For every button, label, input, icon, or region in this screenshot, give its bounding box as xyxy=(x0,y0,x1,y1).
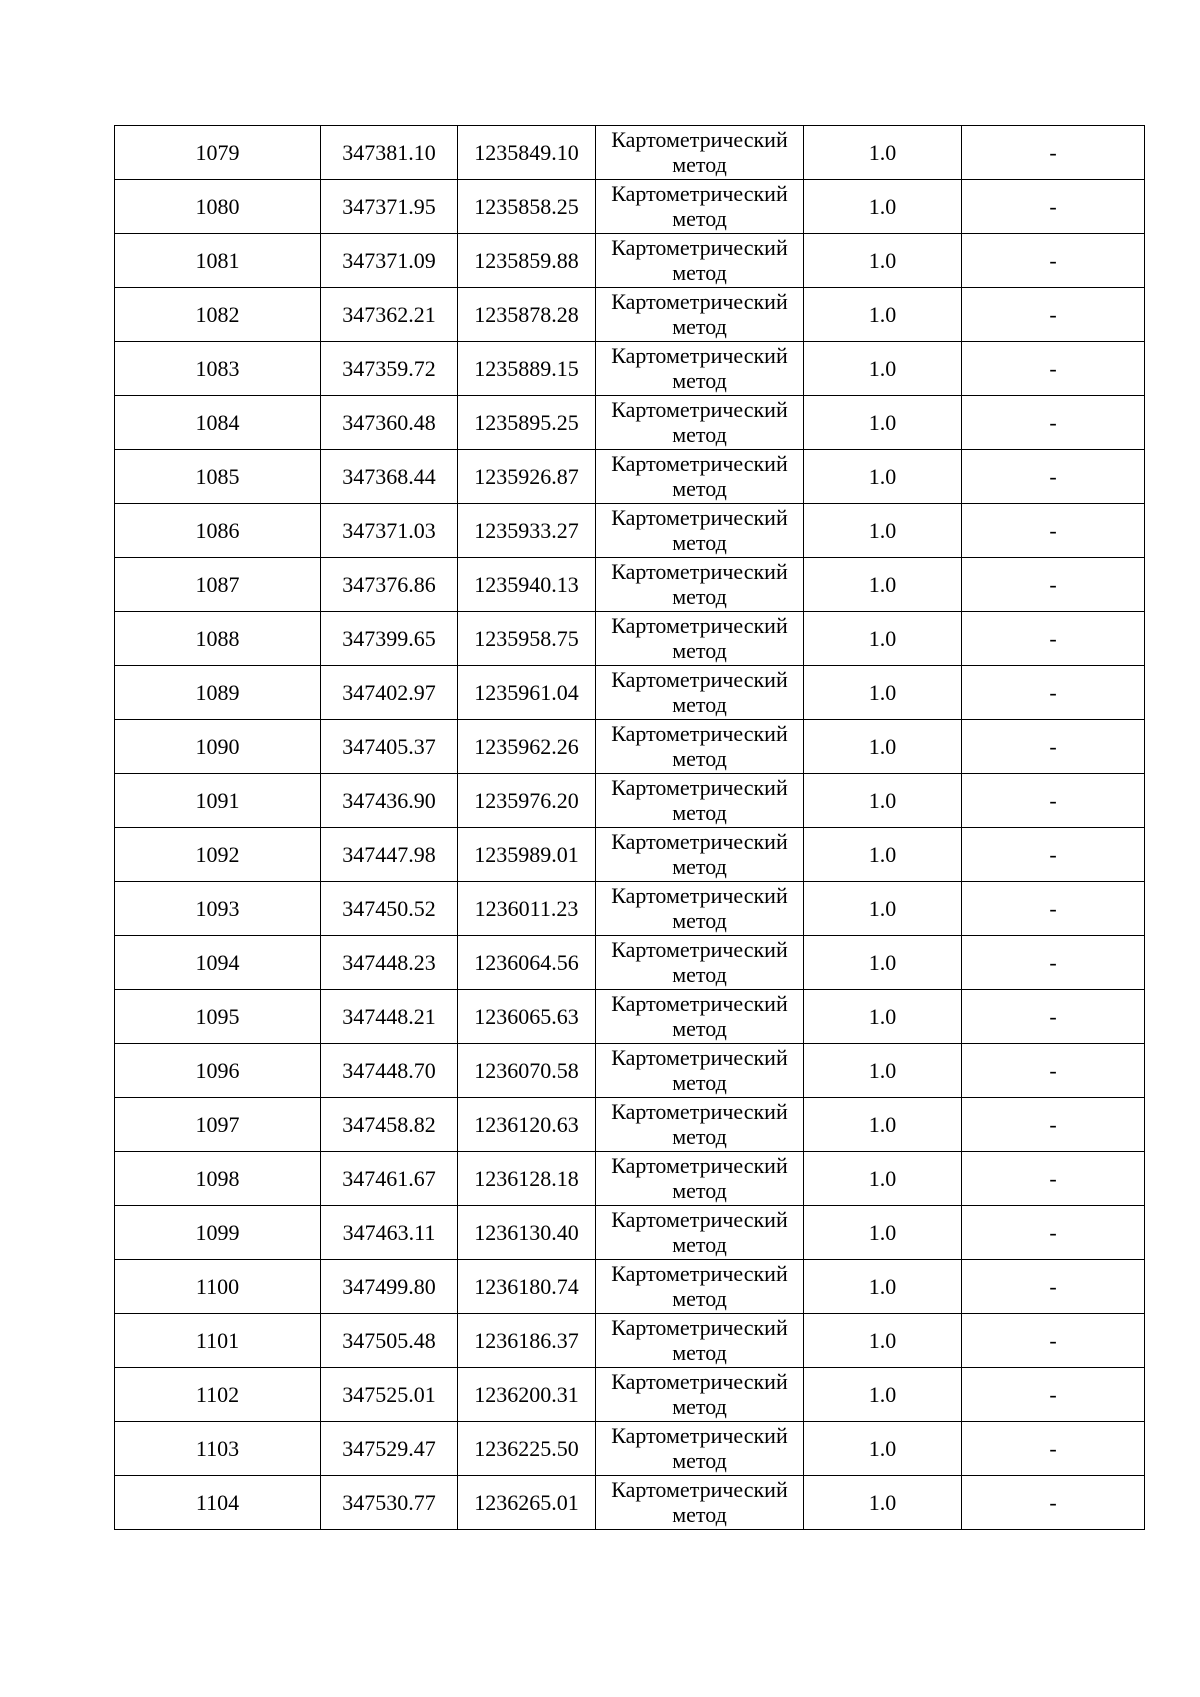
table-row xyxy=(115,828,1145,882)
accuracy-cell: 1.0 xyxy=(804,828,962,882)
method-cell xyxy=(596,180,804,234)
x-coordinate-cell: 347448.23 xyxy=(321,936,458,990)
y-coordinate-cell: 1236180.74 xyxy=(458,1260,596,1314)
x-coordinate-cell: 347376.86 xyxy=(321,558,458,612)
method-line-2: метод xyxy=(672,314,727,339)
note-cell: - xyxy=(962,126,1145,180)
table-row xyxy=(115,1260,1145,1314)
note-cell: - xyxy=(962,612,1145,666)
table-row xyxy=(115,234,1145,288)
x-coordinate-cell: 347399.65 xyxy=(321,612,458,666)
table-row xyxy=(115,288,1145,342)
method-cell xyxy=(596,1314,804,1368)
x-coordinate-cell: 347505.48 xyxy=(321,1314,458,1368)
method-cell xyxy=(596,990,804,1044)
method-line-1: Картометрический xyxy=(611,883,788,908)
method-line-2: метод xyxy=(672,1394,727,1419)
table-row xyxy=(115,1098,1145,1152)
accuracy-cell: 1.0 xyxy=(804,558,962,612)
method-line-1: Картометрический xyxy=(611,1477,788,1502)
method-line-1: Картометрический xyxy=(611,1315,788,1340)
method-cell xyxy=(596,342,804,396)
table-row xyxy=(115,1044,1145,1098)
method-cell xyxy=(596,126,804,180)
y-coordinate-cell: 1235940.13 xyxy=(458,558,596,612)
y-coordinate-cell: 1236064.56 xyxy=(458,936,596,990)
point-number-cell: 1092 xyxy=(115,828,321,882)
method-line-1: Картометрический xyxy=(611,397,788,422)
table-row xyxy=(115,504,1145,558)
x-coordinate-cell: 347402.97 xyxy=(321,666,458,720)
method-line-1: Картометрический xyxy=(611,181,788,206)
point-number-cell: 1103 xyxy=(115,1422,321,1476)
point-number-cell: 1098 xyxy=(115,1152,321,1206)
y-coordinate-cell: 1236265.01 xyxy=(458,1476,596,1530)
method-line-1: Картометрический xyxy=(611,937,788,962)
accuracy-cell: 1.0 xyxy=(804,180,962,234)
method-line-1: Картометрический xyxy=(611,1045,788,1070)
table-row xyxy=(115,396,1145,450)
table-row xyxy=(115,558,1145,612)
method-cell xyxy=(596,774,804,828)
x-coordinate-cell: 347436.90 xyxy=(321,774,458,828)
method-line-1: Картометрический xyxy=(611,613,788,638)
y-coordinate-cell: 1235878.28 xyxy=(458,288,596,342)
x-coordinate-cell: 347368.44 xyxy=(321,450,458,504)
point-number-cell: 1093 xyxy=(115,882,321,936)
point-number-cell: 1096 xyxy=(115,1044,321,1098)
point-number-cell: 1097 xyxy=(115,1098,321,1152)
accuracy-cell: 1.0 xyxy=(804,1476,962,1530)
method-line-1: Картометрический xyxy=(611,1099,788,1124)
note-cell: - xyxy=(962,720,1145,774)
x-coordinate-cell: 347458.82 xyxy=(321,1098,458,1152)
y-coordinate-cell: 1235961.04 xyxy=(458,666,596,720)
accuracy-cell: 1.0 xyxy=(804,288,962,342)
x-coordinate-cell: 347360.48 xyxy=(321,396,458,450)
method-line-2: метод xyxy=(672,692,727,717)
point-number-cell: 1082 xyxy=(115,288,321,342)
method-cell xyxy=(596,396,804,450)
point-number-cell: 1104 xyxy=(115,1476,321,1530)
method-line-2: метод xyxy=(672,1124,727,1149)
y-coordinate-cell: 1236200.31 xyxy=(458,1368,596,1422)
y-coordinate-cell: 1235926.87 xyxy=(458,450,596,504)
note-cell: - xyxy=(962,1044,1145,1098)
method-cell xyxy=(596,720,804,774)
point-number-cell: 1091 xyxy=(115,774,321,828)
accuracy-cell: 1.0 xyxy=(804,1044,962,1098)
y-coordinate-cell: 1235859.88 xyxy=(458,234,596,288)
note-cell: - xyxy=(962,882,1145,936)
method-cell xyxy=(596,1098,804,1152)
method-line-2: метод xyxy=(672,854,727,879)
method-line-2: метод xyxy=(672,152,727,177)
x-coordinate-cell: 347362.21 xyxy=(321,288,458,342)
note-cell: - xyxy=(962,558,1145,612)
method-cell xyxy=(596,828,804,882)
table-row xyxy=(115,882,1145,936)
y-coordinate-cell: 1235989.01 xyxy=(458,828,596,882)
accuracy-cell: 1.0 xyxy=(804,1314,962,1368)
accuracy-cell: 1.0 xyxy=(804,774,962,828)
table-row xyxy=(115,720,1145,774)
method-cell xyxy=(596,936,804,990)
y-coordinate-cell: 1236128.18 xyxy=(458,1152,596,1206)
x-coordinate-cell: 347405.37 xyxy=(321,720,458,774)
x-coordinate-cell: 347371.03 xyxy=(321,504,458,558)
method-line-1: Картометрический xyxy=(611,775,788,800)
method-line-1: Картометрический xyxy=(611,289,788,314)
accuracy-cell: 1.0 xyxy=(804,450,962,504)
method-line-2: метод xyxy=(672,260,727,285)
method-line-1: Картометрический xyxy=(611,1423,788,1448)
table-row xyxy=(115,126,1145,180)
accuracy-cell: 1.0 xyxy=(804,882,962,936)
y-coordinate-cell: 1235976.20 xyxy=(458,774,596,828)
method-cell xyxy=(596,234,804,288)
x-coordinate-cell: 347529.47 xyxy=(321,1422,458,1476)
accuracy-cell: 1.0 xyxy=(804,1152,962,1206)
y-coordinate-cell: 1236011.23 xyxy=(458,882,596,936)
note-cell: - xyxy=(962,936,1145,990)
table-row xyxy=(115,990,1145,1044)
method-cell xyxy=(596,666,804,720)
note-cell: - xyxy=(962,1152,1145,1206)
note-cell: - xyxy=(962,180,1145,234)
method-line-2: метод xyxy=(672,1502,727,1527)
note-cell: - xyxy=(962,234,1145,288)
note-cell: - xyxy=(962,990,1145,1044)
accuracy-cell: 1.0 xyxy=(804,720,962,774)
method-line-2: метод xyxy=(672,1286,727,1311)
method-line-2: метод xyxy=(672,368,727,393)
method-line-2: метод xyxy=(672,1448,727,1473)
point-number-cell: 1080 xyxy=(115,180,321,234)
x-coordinate-cell: 347450.52 xyxy=(321,882,458,936)
table-row xyxy=(115,180,1145,234)
x-coordinate-cell: 347463.11 xyxy=(321,1206,458,1260)
note-cell: - xyxy=(962,774,1145,828)
method-line-2: метод xyxy=(672,422,727,447)
table-row xyxy=(115,1314,1145,1368)
method-line-1: Картометрический xyxy=(611,343,788,368)
y-coordinate-cell: 1236120.63 xyxy=(458,1098,596,1152)
point-number-cell: 1101 xyxy=(115,1314,321,1368)
method-cell xyxy=(596,882,804,936)
method-cell xyxy=(596,1044,804,1098)
x-coordinate-cell: 347371.09 xyxy=(321,234,458,288)
method-line-2: метод xyxy=(672,800,727,825)
accuracy-cell: 1.0 xyxy=(804,1368,962,1422)
method-cell xyxy=(596,1368,804,1422)
point-number-cell: 1089 xyxy=(115,666,321,720)
table-row xyxy=(115,1152,1145,1206)
method-cell xyxy=(596,504,804,558)
note-cell: - xyxy=(962,1098,1145,1152)
y-coordinate-cell: 1236225.50 xyxy=(458,1422,596,1476)
table-row xyxy=(115,1422,1145,1476)
method-line-1: Картометрический xyxy=(611,559,788,584)
table-row xyxy=(115,342,1145,396)
point-number-cell: 1086 xyxy=(115,504,321,558)
y-coordinate-cell: 1235933.27 xyxy=(458,504,596,558)
accuracy-cell: 1.0 xyxy=(804,666,962,720)
x-coordinate-cell: 347381.10 xyxy=(321,126,458,180)
method-line-1: Картометрический xyxy=(611,505,788,530)
table-row xyxy=(115,774,1145,828)
method-cell xyxy=(596,1260,804,1314)
method-cell xyxy=(596,1152,804,1206)
x-coordinate-cell: 347525.01 xyxy=(321,1368,458,1422)
note-cell: - xyxy=(962,1368,1145,1422)
accuracy-cell: 1.0 xyxy=(804,1422,962,1476)
method-line-1: Картометрический xyxy=(611,235,788,260)
point-number-cell: 1100 xyxy=(115,1260,321,1314)
point-number-cell: 1090 xyxy=(115,720,321,774)
table-row xyxy=(115,1368,1145,1422)
x-coordinate-cell: 347448.70 xyxy=(321,1044,458,1098)
y-coordinate-cell: 1235958.75 xyxy=(458,612,596,666)
note-cell: - xyxy=(962,1314,1145,1368)
method-cell xyxy=(596,288,804,342)
point-number-cell: 1085 xyxy=(115,450,321,504)
method-line-2: метод xyxy=(672,746,727,771)
method-cell xyxy=(596,1476,804,1530)
point-number-cell: 1084 xyxy=(115,396,321,450)
note-cell: - xyxy=(962,450,1145,504)
point-number-cell: 1095 xyxy=(115,990,321,1044)
method-line-1: Картометрический xyxy=(611,1261,788,1286)
point-number-cell: 1079 xyxy=(115,126,321,180)
point-number-cell: 1094 xyxy=(115,936,321,990)
y-coordinate-cell: 1235889.15 xyxy=(458,342,596,396)
note-cell: - xyxy=(962,396,1145,450)
method-line-1: Картометрический xyxy=(611,1153,788,1178)
table-row xyxy=(115,666,1145,720)
x-coordinate-cell: 347461.67 xyxy=(321,1152,458,1206)
accuracy-cell: 1.0 xyxy=(804,1260,962,1314)
accuracy-cell: 1.0 xyxy=(804,396,962,450)
method-line-2: метод xyxy=(672,1232,727,1257)
method-line-1: Картометрический xyxy=(611,127,788,152)
coordinates-table xyxy=(114,125,1145,1530)
method-line-2: метод xyxy=(672,476,727,501)
y-coordinate-cell: 1236186.37 xyxy=(458,1314,596,1368)
method-line-1: Картометрический xyxy=(611,667,788,692)
method-line-2: метод xyxy=(672,584,727,609)
note-cell: - xyxy=(962,828,1145,882)
note-cell: - xyxy=(962,1476,1145,1530)
y-coordinate-cell: 1236130.40 xyxy=(458,1206,596,1260)
table-row xyxy=(115,936,1145,990)
note-cell: - xyxy=(962,288,1145,342)
accuracy-cell: 1.0 xyxy=(804,342,962,396)
note-cell: - xyxy=(962,504,1145,558)
method-cell xyxy=(596,1422,804,1476)
y-coordinate-cell: 1235849.10 xyxy=(458,126,596,180)
table-row xyxy=(115,612,1145,666)
point-number-cell: 1099 xyxy=(115,1206,321,1260)
method-line-1: Картометрический xyxy=(611,451,788,476)
method-line-1: Картометрический xyxy=(611,991,788,1016)
accuracy-cell: 1.0 xyxy=(804,126,962,180)
x-coordinate-cell: 347359.72 xyxy=(321,342,458,396)
method-line-2: метод xyxy=(672,1178,727,1203)
x-coordinate-cell: 347499.80 xyxy=(321,1260,458,1314)
method-line-2: метод xyxy=(672,908,727,933)
method-line-2: метод xyxy=(672,1340,727,1365)
note-cell: - xyxy=(962,342,1145,396)
note-cell: - xyxy=(962,1206,1145,1260)
x-coordinate-cell: 347448.21 xyxy=(321,990,458,1044)
method-cell xyxy=(596,558,804,612)
method-line-2: метод xyxy=(672,530,727,555)
accuracy-cell: 1.0 xyxy=(804,990,962,1044)
note-cell: - xyxy=(962,1260,1145,1314)
y-coordinate-cell: 1236065.63 xyxy=(458,990,596,1044)
point-number-cell: 1083 xyxy=(115,342,321,396)
method-cell xyxy=(596,450,804,504)
method-line-2: метод xyxy=(672,962,727,987)
point-number-cell: 1081 xyxy=(115,234,321,288)
point-number-cell: 1102 xyxy=(115,1368,321,1422)
method-line-2: метод xyxy=(672,1070,727,1095)
point-number-cell: 1088 xyxy=(115,612,321,666)
coordinates-table-body xyxy=(115,126,1145,1530)
method-line-1: Картометрический xyxy=(611,1207,788,1232)
method-cell xyxy=(596,1206,804,1260)
point-number-cell: 1087 xyxy=(115,558,321,612)
accuracy-cell: 1.0 xyxy=(804,234,962,288)
x-coordinate-cell: 347371.95 xyxy=(321,180,458,234)
y-coordinate-cell: 1235895.25 xyxy=(458,396,596,450)
table-row xyxy=(115,1206,1145,1260)
method-line-1: Картометрический xyxy=(611,829,788,854)
method-line-1: Картометрический xyxy=(611,721,788,746)
y-coordinate-cell: 1235858.25 xyxy=(458,180,596,234)
method-line-2: метод xyxy=(672,1016,727,1041)
accuracy-cell: 1.0 xyxy=(804,1206,962,1260)
method-line-1: Картометрический xyxy=(611,1369,788,1394)
method-cell xyxy=(596,612,804,666)
table-row xyxy=(115,1476,1145,1530)
accuracy-cell: 1.0 xyxy=(804,1098,962,1152)
y-coordinate-cell: 1235962.26 xyxy=(458,720,596,774)
method-line-2: метод xyxy=(672,206,727,231)
method-line-2: метод xyxy=(672,638,727,663)
y-coordinate-cell: 1236070.58 xyxy=(458,1044,596,1098)
accuracy-cell: 1.0 xyxy=(804,936,962,990)
accuracy-cell: 1.0 xyxy=(804,504,962,558)
x-coordinate-cell: 347530.77 xyxy=(321,1476,458,1530)
table-row xyxy=(115,450,1145,504)
accuracy-cell: 1.0 xyxy=(804,612,962,666)
note-cell: - xyxy=(962,1422,1145,1476)
note-cell: - xyxy=(962,666,1145,720)
x-coordinate-cell: 347447.98 xyxy=(321,828,458,882)
